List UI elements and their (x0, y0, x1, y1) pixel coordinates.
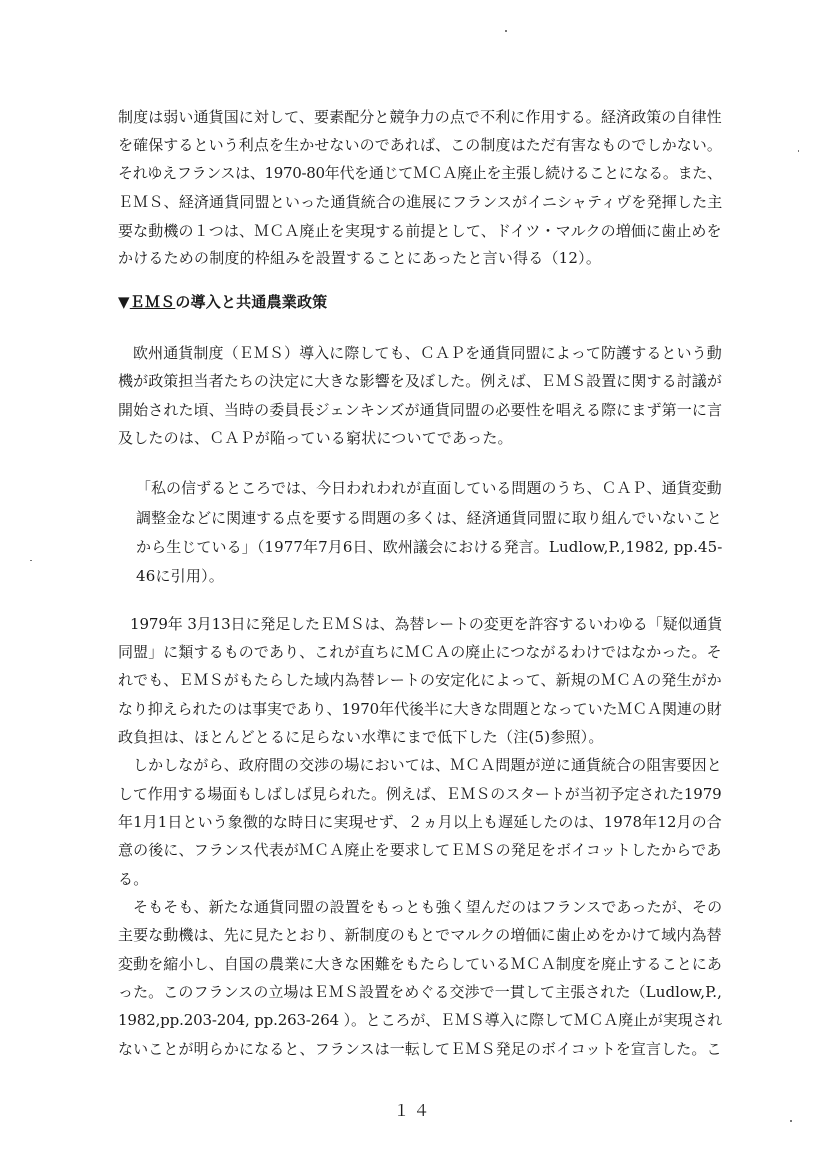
text-line: 欧州通貨制度（ＥＭＳ）導入に際しても、ＣＡＰを通貨同盟によって防護するという動 (133, 344, 722, 362)
text-line: して作用する場面もしばしば見られた。例えば、ＥＭＳのスタートが当初予定された1979 (118, 785, 722, 803)
heading-marker: ▼ (118, 293, 130, 311)
text-line: そもそも、新たな通貨同盟の設置をもっとも強く望んだのはフランスであったが、その (133, 898, 723, 916)
text-line: れでも、ＥＭＳがもたらした域内為替レートの安定化によって、新規のＭＣＡの発生がか (118, 671, 722, 689)
text-line: 1979年 3月13日に発足したＥＭＳは、為替レートの変更を許容するいわゆる「疑似通貨 (130, 615, 723, 633)
text-line: 及したのは、ＣＡＰが陥っている窮状についてであった。 (118, 429, 513, 447)
text-line: 制度は弱い通貨国に対して、要素配分と競争力の点で不利に作用する。経済政策の自律性 (118, 108, 722, 126)
scan-speck (790, 1120, 792, 1122)
text-line: 政負担は、ほとんどとるに足らない水準にまで低下した（注(5)参照）。 (118, 728, 604, 746)
scan-speck (798, 150, 799, 152)
text-line: 意の後に、フランス代表がＭＣＡ廃止を要求してＥＭＳの発足をボイコットしたからであ (118, 841, 722, 859)
quote-line: 「私の信ずるところでは、今日われわれが直面している問題のうち、ＣＡＰ、通貨変動 (136, 479, 722, 497)
text-line: なり抑えられたのは事実であり、1970年代後半に大きな問題となっていたＭＣＡ関連の財 (118, 700, 722, 718)
text-line: 1982,pp.203-204, pp.263-264 ）。ところが、ＥＭＳ導入に際してＭＣＡ廃止が実現され (118, 1011, 723, 1029)
text-line: る。 (118, 870, 149, 888)
text-line: 同盟」に類するものであり、これが直ちにＭＣＡの廃止につながるわけではなかった。そ (118, 643, 722, 661)
text-line: それゆえフランスは、1970-80年代を通じてＭＣＡ廃止を主張し続けることになる。また、 (118, 164, 722, 182)
quote-line: から生じている」（1977年7月6日、欧州議会における発言。Ludlow,P.,1982, pp.45- (136, 538, 723, 556)
scan-speck (505, 30, 507, 32)
text-line: かけるための制度的枠組みを設置することにあったと言い得る（12）。 (118, 249, 602, 267)
text-line: った。このフランスの立場はＥＭＳ設置をめぐる交渉で一貫して主張された（Ludlow,P., (118, 983, 723, 1001)
text-line: 要な動機の１つは、ＭＣＡ廃止を実現する前提として、ドイツ・マルクの増価に歯止めを (118, 222, 722, 240)
text-line: 主要な動機は、先に見たとおり、新制度のもとでマルクの増価に歯止めをかけて域内為替 (118, 926, 722, 944)
text-line: を確保するという利点を生かせないのであれば、この制度はただ有害なものでしかない。 (118, 136, 723, 154)
heading-underlined-term: ＥＭＳ (129, 293, 176, 311)
text-line: しかしながら、政府間の交渉の場においては、ＭＣＡ問題が逆に通貨統合の阻害要因と (133, 756, 722, 774)
text-line: 年1月1日という象徴的な時日に実現せず、２ヵ月以上も遅延したのは、1978年12月の合 (118, 813, 722, 831)
text-line: 変動を縮小し、自国の農業に大きな困難をもたらしているＭＣＡ制度を廃止することにあ (118, 955, 723, 973)
heading-text: の導入と共通農業政策 (175, 293, 328, 311)
quote-line: 調整金などに関連する点を要する問題の多くは、経済通貨同盟に取り組んでいないこと (136, 509, 722, 527)
text-line: ＥＭＳ、経済通貨同盟といった通貨統合の進展にフランスがイニシャティヴを発揮した主 (118, 193, 723, 211)
quote-line: 46に引用）。 (136, 567, 224, 585)
section-heading (118, 292, 327, 312)
page-number: １４ (393, 1101, 434, 1120)
text-line: 機が政策担当者たちの決定に大きな影響を及ぼした。例えば、ＥＭＳ設置に関する討議が (118, 372, 723, 390)
text-line: 開始された頃、当時の委員長ジェンキンズが通貨同盟の必要性を唱える際にまず第一に言 (118, 401, 723, 419)
text-line: ないことが明らかになると、フランスは一転してＥＭＳ発足のボイコットを宣言した。こ (118, 1040, 722, 1058)
scan-speck (30, 560, 32, 561)
